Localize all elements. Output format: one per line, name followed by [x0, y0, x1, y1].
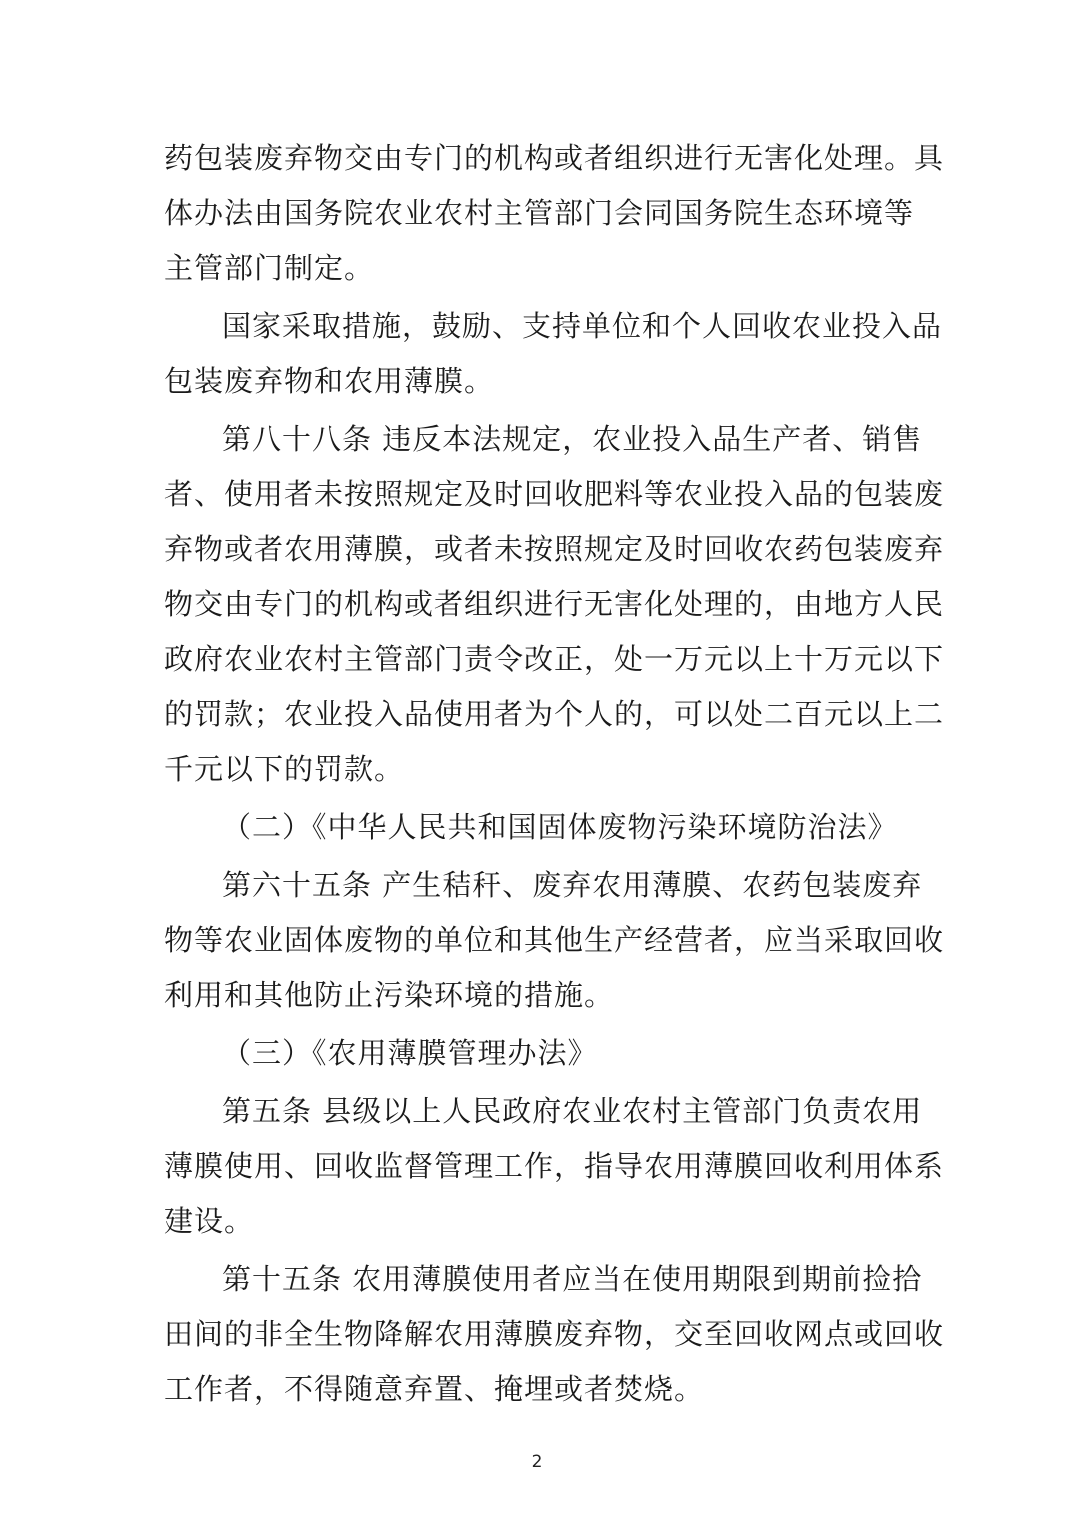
text-line: 物交由专门的机构或者组织进行无害化处理的，由地方人民	[164, 587, 945, 621]
text-line: 体办法由国务院农业农村主管部门会同国务院生态环境等	[164, 196, 915, 230]
text-line: 国家采取措施，鼓励、支持单位和个人回收农业投入品	[222, 309, 943, 343]
text-line: 千元以下的罚款。	[164, 752, 405, 786]
text-line: 田间的非全生物降解农用薄膜废弃物，交至回收网点或回收	[164, 1317, 945, 1351]
text-line: 建设。	[164, 1204, 255, 1238]
text-line: 药包装废弃物交由专门的机构或者组织进行无害化处理。具	[164, 141, 945, 175]
text-line: 第八十八条 违反本法规定，农业投入品生产者、销售	[222, 422, 923, 456]
section-heading-film-regulation: （三）《农用薄膜管理办法》	[222, 1036, 598, 1070]
text-line: 第五条 县级以上人民政府农业农村主管部门负责农用	[222, 1094, 923, 1128]
text-line: 薄膜使用、回收监督管理工作，指导农用薄膜回收利用体系	[164, 1149, 945, 1183]
text-line: 第十五条 农用薄膜使用者应当在使用期限到期前捡拾	[222, 1262, 923, 1296]
page-number: 2	[531, 1452, 543, 1472]
text-line: 第六十五条 产生秸秆、废弃农用薄膜、农药包装废弃	[222, 868, 923, 902]
text-line: 包装废弃物和农用薄膜。	[164, 364, 495, 398]
text-line: 主管部门制定。	[164, 251, 375, 285]
text-line: 物等农业固体废物的单位和其他生产经营者，应当采取回收	[164, 923, 945, 957]
text-line: 弃物或者农用薄膜，或者未按照规定及时回收农药包装废弃	[164, 532, 945, 566]
text-line: 者、使用者未按照规定及时回收肥料等农业投入品的包装废	[164, 477, 945, 511]
text-line: 工作者，不得随意弃置、掩埋或者焚烧。	[164, 1372, 705, 1406]
text-line: 利用和其他防止污染环境的措施。	[164, 978, 615, 1012]
text-line: 政府农业农村主管部门责令改正，处一万元以上十万元以下	[164, 642, 945, 676]
section-heading-solid-waste-law: （二）《中华人民共和国固体废物污染环境防治法》	[222, 810, 898, 844]
text-line: 的罚款；农业投入品使用者为个人的，可以处二百元以上二	[164, 697, 945, 731]
